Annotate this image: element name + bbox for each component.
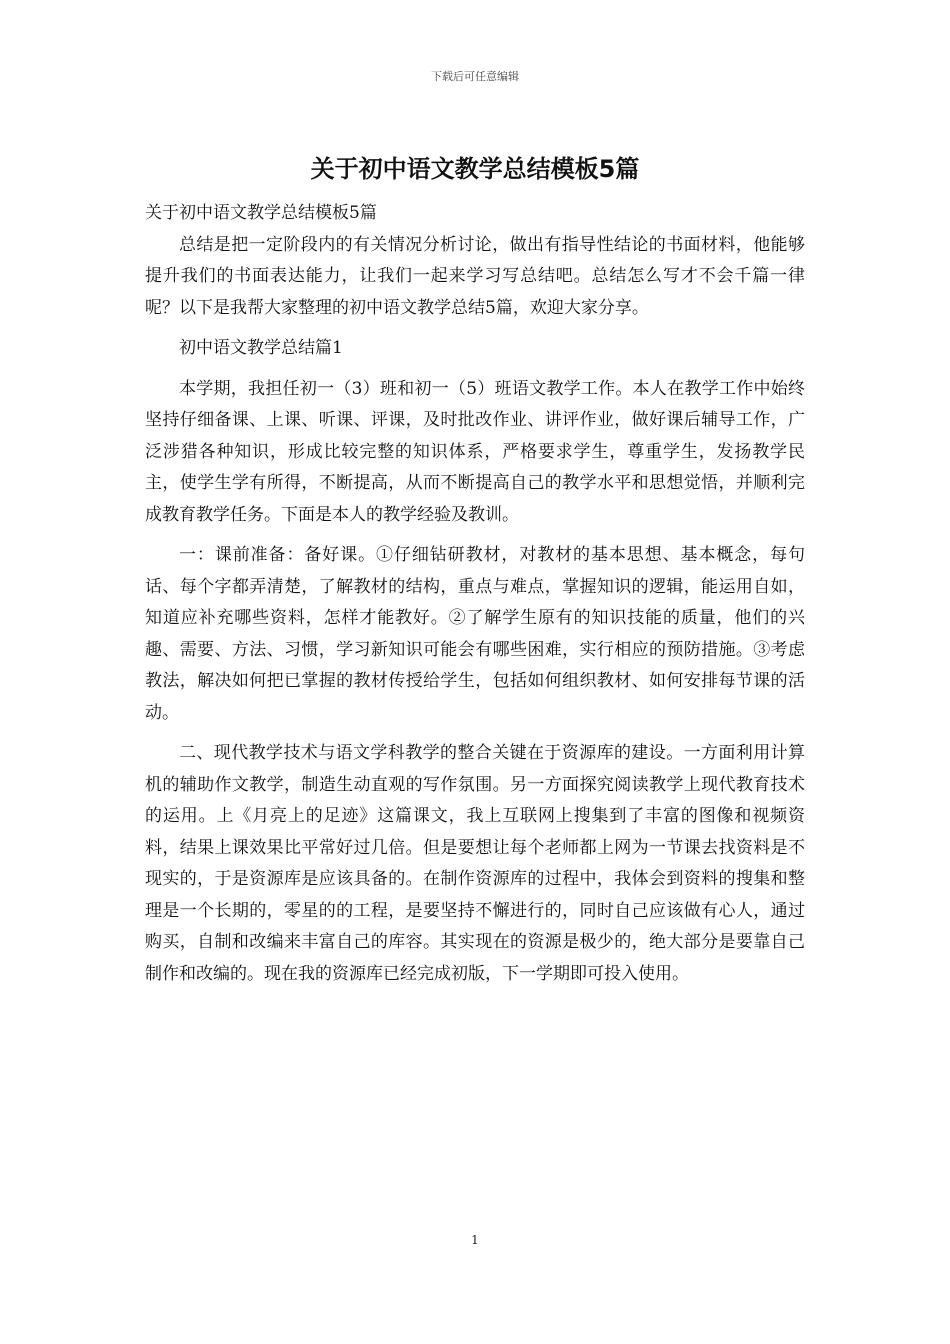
paragraph-preparation: 一：课前准备：备好课。①仔细钻研教材，对教材的基本思想、基本概念，每句话、每个字都弄清楚，了解教材的结构，重点与难点，掌握知识的逻辑，能运用自如，知道应补充哪些资料，怎样才能教好。②了解学生原有的知识技能的质量，他们的兴趣、需要、方法、习惯，学习新知识可能会有哪些困难，实行相应的预防措施。③考虑教法，解决如何把已掌握的教材传授给学生，包括如何组织教材、如何安排每节课的活动。 — [145, 545, 805, 723]
subtitle-line: 关于初中语文教学总结模板5篇 — [145, 203, 377, 223]
document-title: 关于初中语文教学总结模板5篇 — [310, 155, 640, 183]
paragraph-intro: 总结是把一定阶段内的有关情况分析讨论，做出有指导性结论的书面材料，他能够提升我们的书面表达能力，让我们一起来学习写总结吧。总结怎么写才不会千篇一律呢？以下是我帮大家整理的初中语文教学总结5篇，欢迎大家分享。 — [145, 234, 805, 318]
section-heading: 初中语文教学总结篇1 — [179, 338, 343, 358]
page-number: 1 — [471, 1233, 479, 1247]
paragraph-technology: 二、现代教学技术与语文学科教学的整合关键在于资源库的建设。一方面利用计算机的辅助作文教学，制造生动直观的写作氛围。另一方面探究阅读教学上现代教育技术的运用。上《月亮上的足迹》这篇课文，我上互联网上搜集到了丰富的图像和视频资料，结果上课效果比平常好过几倍。但是要想让每个老师都上网为一节课去找资料是不现实的，于是资源库是应该具备的。在制作资源库的过程中，我体会到资料的搜集和整理是一个长期的，零星的的工程，是要坚持不懈进行的，同时自己应该做有心人，通过购买，自制和改编来丰富自己的库容。其实现在的资源是极少的，绝大部分是要靠自己制作和改编的。现在我的资源库已经完成初版，下一学期即可投入使用。 — [145, 743, 805, 984]
paragraph-overview: 本学期，我担任初一（3）班和初一（5）班语文教学工作。本人在教学工作中始终坚持仔细备课、上课、听课、评课，及时批改作业、讲评作业，做好课后辅导工作，广泛涉猎各种知识，形成比较完整的知识体系，严格要求学生，尊重学生，发扬教学民主，使学生学有所得，不断提高，从而不断提高自己的教学水平和思想觉悟，并顺利完成教育教学任务。下面是本人的教学经验及教训。 — [145, 378, 805, 525]
header-note: 下载后可任意编辑 — [431, 70, 519, 83]
document-body — [145, 198, 805, 990]
